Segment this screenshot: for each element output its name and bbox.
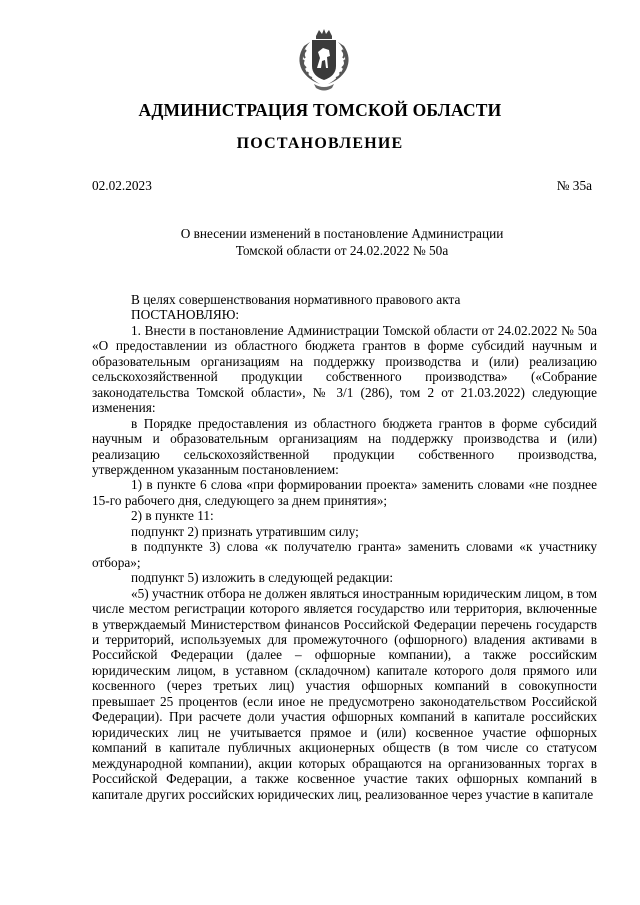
document-number: № 35а: [556, 178, 592, 193]
document-date: 02.02.2023: [92, 178, 152, 193]
body-paragraph-6: 2) в пункте 11:: [131, 508, 214, 524]
document-type-title: ПОСТАНОВЛЕНИЕ: [236, 135, 404, 152]
body-paragraph-3: 1. Внести в постановление Администрации Томской области от 24.02.2022 № 50а «О предоставлении из областного бюджета грантов в форме субсидий научным и образовательным организациям на поддержку производства и (или) реализацию сельскохозяйственной продукции собственного производства» («Собрание законодательства Томской области», № 3/1 (286), том 2 от 21.03.2022) следующие изменения:: [92, 322, 597, 416]
document-body: [92, 292, 597, 802]
document-subject: [92, 225, 592, 259]
body-paragraph-9: подпункт 5) изложить в следующей редакции:: [131, 570, 394, 586]
body-paragraph-1: В целях совершенствования нормативного правового акта: [131, 292, 461, 307]
body-paragraph-4: в Порядке предоставления из областного бюджета грантов в форме субсидий научным и образовательным организациям на поддержку производства и (или) реализацию сельскохозяйственной продукции собственного производства, утвержденном указанным постановлением:: [92, 415, 597, 477]
body-paragraph-2: ПОСТАНОВЛЯЮ:: [131, 307, 240, 323]
body-paragraph-5: 1) в пункте 6 слова «при формировании проекта» заменить словами «не позднее 15-го рабочего дня, следующего за днем принятия»;: [92, 477, 597, 508]
subject-line-1: О внесении изменений в постановление Администрации: [180, 226, 504, 241]
subject-line-2: Томской области от 24.02.2022 № 50а: [235, 243, 449, 258]
organization-title: АДМИНИСТРАЦИЯ ТОМСКОЙ ОБЛАСТИ: [138, 100, 502, 120]
tomsk-coat-of-arms-icon: [296, 28, 352, 94]
body-paragraph-7: подпункт 2) признать утратившим силу;: [131, 523, 359, 539]
body-paragraph-8: в подпункте 3) слова «к получателю гранта» заменить словами «к участнику отбора»;: [92, 539, 597, 570]
body-paragraph-10: «5) участник отбора не должен являться иностранным юридическим лицом, в том числе местом регистрации которого является государство или территория, включенные в утверждаемый Министерством финансов Российской Федерации перечень государств и территорий, используемых для промежуточного (офшорного) владения активами в Российской Федерации (далее – офшорные компании), а также российским юридическим лицом, в уставном (складочном) капитале которого доля прямого или косвенного (через третьих лиц) участия офшорных компаний в совокупности превышает 25 процентов (если иное не предусмотрено законодательством Российской Федерации). При расчете доли участия офшорных компаний в капитале российских юридических лиц не учитывается прямое и (или) косвенное участие офшорных компаний в капитале публичных акционерных обществ (в том числе со статусом международной компании), акции которых обращаются на организованных торгах в Российской Федерации, а также косвенное участие таких офшорных компаний в капитале других российских юридических лиц, реализованное через участие в капитале: [92, 585, 597, 802]
